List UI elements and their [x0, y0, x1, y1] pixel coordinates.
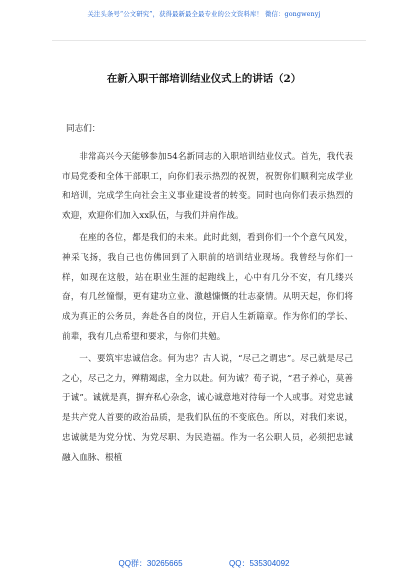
- greeting: 同志们：: [66, 124, 101, 134]
- promo-banner-text: 关注头条号“公文研究”，获得最新最全最专业的公文资料库！ 微信：gongwenyj: [87, 10, 321, 18]
- paragraph: 非常高兴今天能够参加54名新同志的入职培训结业仪式。首先，我代表市局党委和全体干部职工，向你们表示热烈的祝贺，祝贺你们顺利完成学业和培训，完成学生向社会主义事业建设者的转变。同时也向你们表示热烈的欢迎，欢迎你们加入xx队伍，与我们并肩作战。: [62, 151, 353, 222]
- footer-qq: QQ：535304092: [229, 559, 290, 568]
- document-body: [62, 120, 353, 469]
- footer-qq-group: QQ群：30265665: [118, 559, 183, 568]
- paragraph: 在座的各位，都是我们的未来。此时此刻，看到你们一个个意气风发，神采飞扬，我自己也仿佛回到了入职前的培训结业现场。我曾经与你们一样，如现在这般，站在职业生涯的起跑线上，心中有几分不安，有几缕兴奋，有几丝憧憬，更有建功立业、激越慷慨的壮志豪情。从明天起，你们将成为真正的公务员，奔赴各自的岗位，开启人生新篇章。作为你们的学长、前辈，我有几点希望和要求，与你们共勉。: [62, 232, 353, 342]
- paragraph: 一、要筑牢忠诚信念。何为忠？古人说，“尽己之谓忠”。尽己就是尽己之心，尽己之力，殚精竭虑，全力以赴。何为诚？荀子说，“君子养心，莫善于诚”。诚就是真，摒弃私心杂念，诚心诚意地对待每一个人或事。对党忠诚是共产党人首要的政治品质，是我们队伍的不变底色。所以，对我们来说，忠诚就是为党分忧、为党尽职、为民造福。作为一名公职人员，必须把忠诚融入血脉、根植: [62, 353, 353, 463]
- promo-banner: [0, 10, 408, 34]
- document-title: 在新入职干部培训结业仪式上的讲话（2）: [106, 73, 302, 85]
- header-divider: [52, 40, 366, 41]
- footer-contact: [0, 558, 408, 572]
